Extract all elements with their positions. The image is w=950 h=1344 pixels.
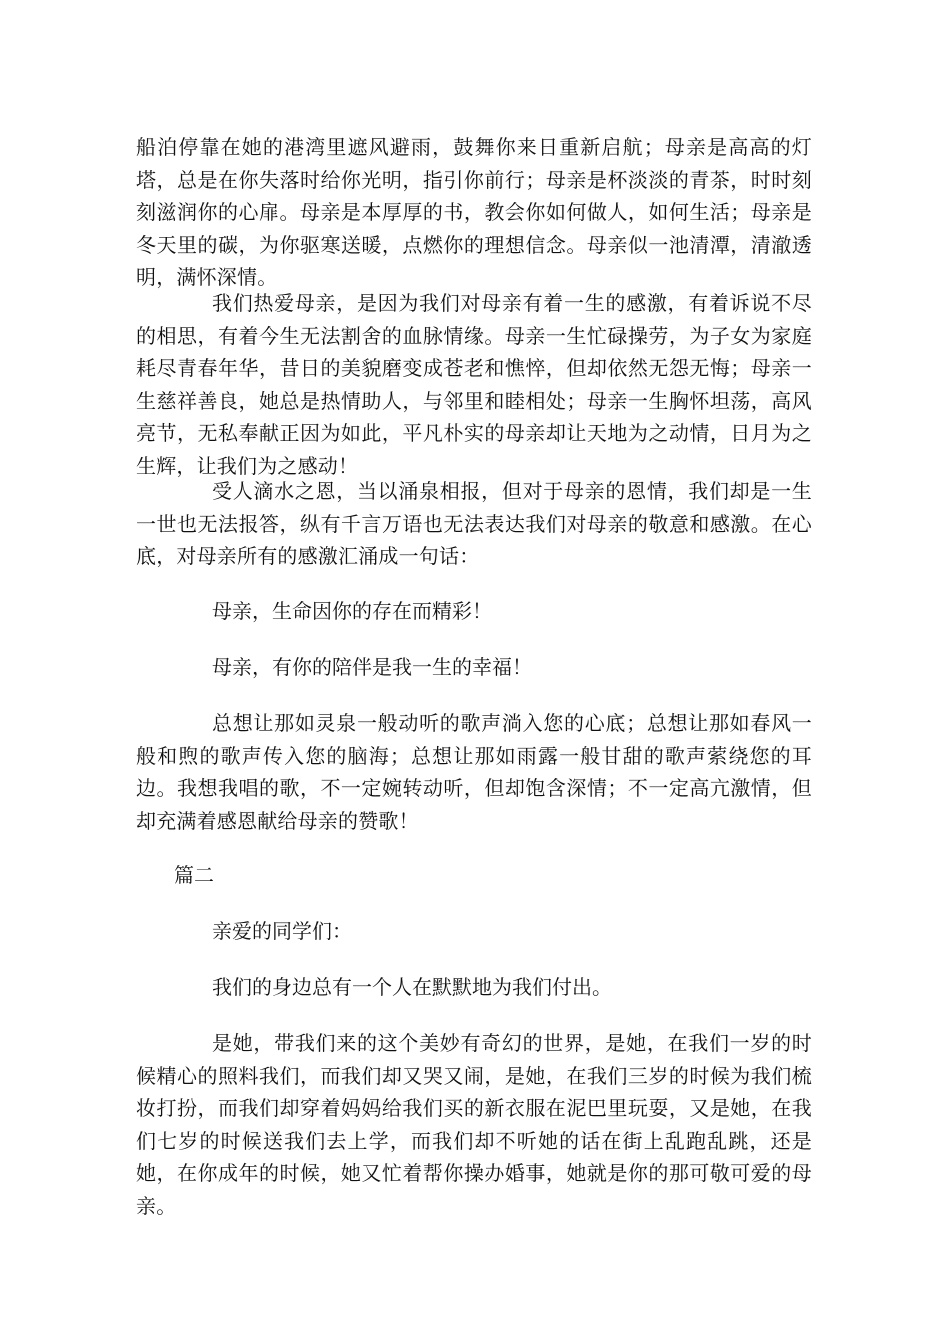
line-life-wonderful: 母亲，生命因你的存在而精彩！ (212, 599, 492, 623)
section-heading: 篇二 (174, 863, 214, 887)
line-companionship-happiness: 母亲，有你的陪伴是我一生的幸福！ (212, 655, 532, 679)
greeting-line: 亲爱的同学们： (212, 919, 352, 943)
line-someone-gives: 我们的身边总有一个人在默默地为我们付出。 (212, 975, 612, 999)
paragraph-song-for-mother: 总想让那如灵泉一般动听的歌声淌入您的心底；总想让那如春风一般和煦的歌声传入您的脑海；总想让那如雨露一般甘甜的歌声萦绕您的耳边。我想我唱的歌，不一定婉转动听，但却饱含深情；不一定高亢激情，但却充满着感恩献给母亲的赞歌！ (136, 711, 812, 833)
paragraph-it-is-her: 是她，带我们来的这个美妙有奇幻的世界，是她，在我们一岁的时候精心的照料我们，而我们却又哭又闹，是她，在我们三岁的时候为我们梳妆打扮，而我们却穿着妈妈给我们买的新衣服在泥巴里玩耍，又是她，在我们七岁的时候送我们去上学，而我们却不听她的话在街上乱跑乱跳，还是她，在你成年的时候，她又忙着帮你操办婚事，她就是你的那可敬可爱的母亲。 (136, 1031, 812, 1218)
paragraph-mother-metaphors: 船泊停靠在她的港湾里遮风避雨，鼓舞你来日重新启航；母亲是高高的灯塔，总是在你失落时给你光明，指引你前行；母亲是杯淡淡的青茶，时时刻刻滋润你的心扉。母亲是本厚厚的书，教会你如何做人，如何生活；母亲是冬天里的碳，为你驱寒送暖，点燃你的理想信念。母亲似一池清潭，清澈透明，满怀深情。 (136, 135, 812, 289)
paragraph-love-mother: 我们热爱母亲，是因为我们对母亲有着一生的感激，有着诉说不尽的相思，有着今生无法割舍的血脉情缘。母亲一生忙碌操劳，为子女为家庭耗尽青春年华，昔日的美貌磨变成苍老和憔悴，但却依然无怨无悔；母亲一生慈祥善良，她总是热情助人，与邻里和睦相处；母亲一生胸怀坦荡，高风亮节，无私奉献正因为如此，平凡朴实的母亲却让天地为之动情，日月为之生辉，让我们为之感动！ (136, 291, 812, 478)
paragraph-gratitude: 受人滴水之恩，当以涌泉相报，但对于母亲的恩情，我们却是一生一世也无法报答，纵有千言万语也无法表达我们对母亲的敬意和感激。在心底，对母亲所有的感激汇涌成一句话： (136, 479, 812, 568)
